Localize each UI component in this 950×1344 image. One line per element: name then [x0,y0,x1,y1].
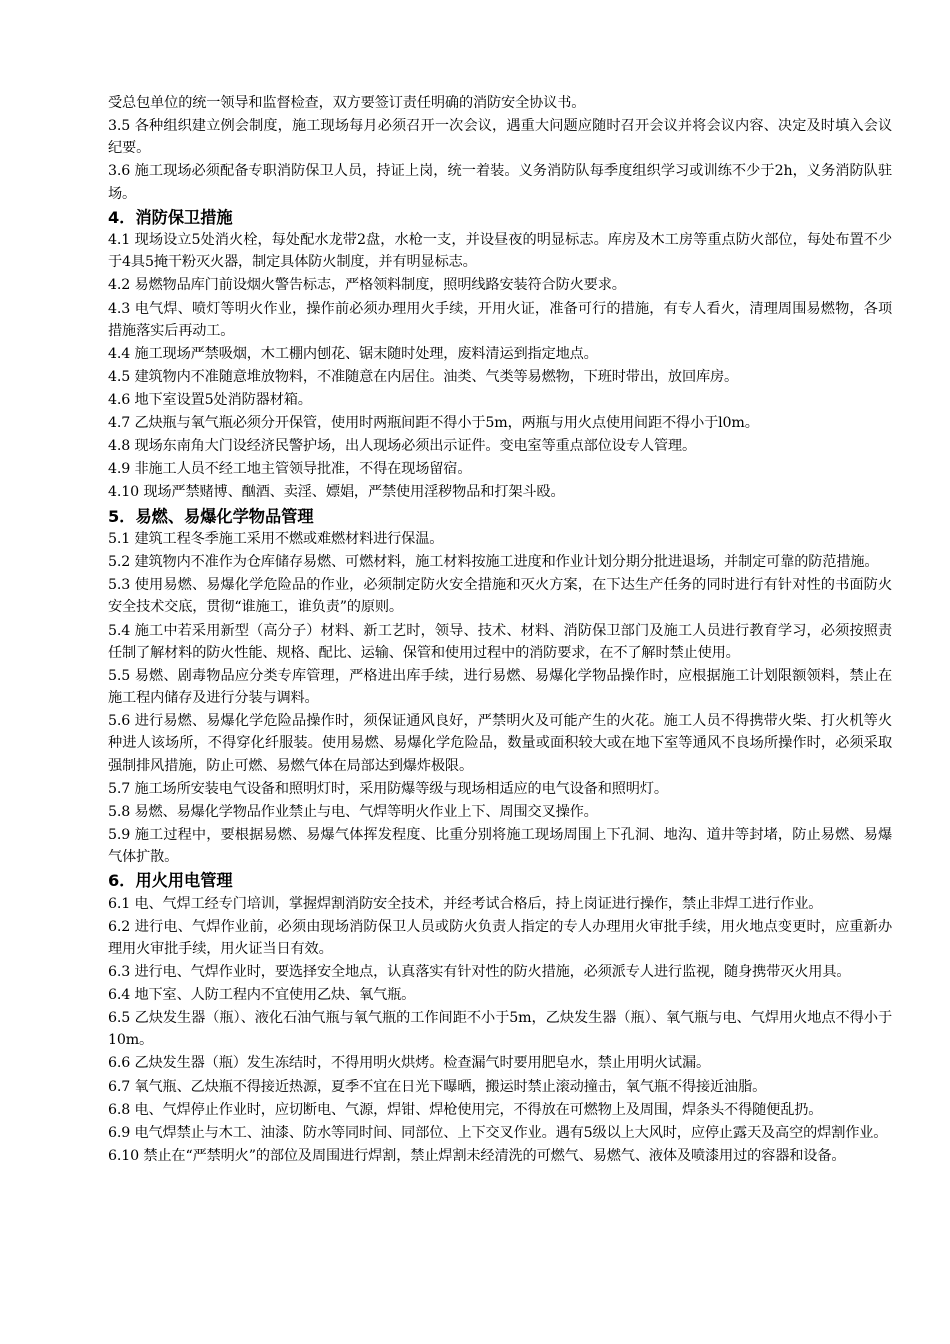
paragraph: 4.10 现场严禁赌博、酗酒、卖淫、嫖娼，严禁使用淫秽物品和打架斗殴。 [108,484,565,501]
paragraph: 4.9 非施工人员不经工地主管领导批准，不得在现场留宿。 [108,461,472,478]
section-heading: 5．易燃、易爆化学物品管理 [108,506,314,526]
section-heading: 6．用火用电管理 [108,871,233,891]
paragraph: 3.5 各种组织建立例会制度，施工现场每月必须召开一次会议，遇重大问题应随时召开会议并将会议内容、决定及时填入会议纪要。 [108,118,892,157]
paragraph: 5.4 施工中若采用新型（高分子）材料、新工艺时，领导、技术、材料、消防保卫部门及施工人员进行教育学习，必须按照责任制了解材料的防火性能、规格、配比、运输、保管和使用过程中的消防要求，在不了解时禁止使用。 [108,622,892,661]
paragraph: 6.2 进行电、气焊作业前，必须由现场消防保卫人员或防火负责人指定的专人办理用火审批手续，用火地点变更时，应重新办理用火审批手续，用火证当日有效。 [108,918,892,957]
paragraph: 5.1 建筑工程冬季施工采用不燃或难燃材料进行保温。 [108,531,444,548]
paragraph: 4.6 地下室设置5处消防器材箱。 [108,392,312,409]
paragraph: 4.8 现场东南角大门设经济民警护场，出人现场必须出示证件。变电室等重点部位设专人管理。 [108,438,696,455]
paragraph: 6.1 电、气焊工经专门培训，掌握焊割消防安全技术，并经考试合格后，持上岗证进行操作，禁止非焊工进行作业。 [108,895,823,912]
paragraph: 4.7 乙炔瓶与氧气瓶必须分开保管，使用时两瓶间距不得小于5m，两瓶与用火点使用间距不得小于l0m。 [108,415,759,432]
paragraph: 6.4 地下室、人防工程内不宜使用乙炔、氧气瓶。 [108,987,416,1004]
section-heading: 4．消防保卫措施 [108,207,233,227]
paragraph: 4.4 施工现场严禁吸烟，木工棚内刨花、锯末随时处理，废料清运到指定地点。 [108,345,598,362]
paragraph: 3.6 施工现场必须配备专职消防保卫人员，持证上岗，统一着装。义务消防队每季度组织学习或训练不少于2h，义务消防队驻场。 [108,163,892,202]
paragraph: 5.5 易燃、剧毒物品应分类专库管理，严格进出库手续，进行易燃、易爆化学物品操作时，应根据施工计划限额领料，禁止在施工程内储存及进行分装与调料。 [108,667,892,707]
paragraph: 4.3 电气焊、喷灯等明火作业，操作前必须办理用火手续，开用火证，准备可行的措施，有专人看火，清理周围易燃物，各项措施落实后再动工。 [108,300,892,339]
paragraph: 受总包单位的统一领导和监督检查，双方要签订责任明确的消防安全协议书。 [108,95,586,111]
paragraph: 5.8 易燃、易爆化学物品作业禁止与电、气焊等明火作业上下、周围交叉操作。 [108,803,598,820]
paragraph: 6.6 乙炔发生器（瓶）发生冻结时，不得用明火烘烤。检查漏气时要用肥皂水，禁止用明火试漏。 [108,1055,711,1072]
paragraph: 5.7 施工场所安装电气设备和照明灯时，采用防爆等级与现场相适应的电气设备和照明灯。 [108,780,668,797]
paragraph: 5.3 使用易燃、易爆化学危险品的作业，必须制定防火安全措施和灭火方案，在下达生产任务的同时进行有针对性的书面防火安全技术交底，贯彻“谁施工，谁负责”的原则。 [108,577,892,616]
paragraph: 5.2 建筑物内不准作为仓库储存易燃、可燃材料，施工材料按施工进度和作业计划分期分批进退场，并制定可靠的防范措施。 [108,554,879,571]
paragraph: 6.3 进行电、气焊作业时，要选择安全地点，认真落实有针对性的防火措施，必须派专人进行监视，随身携带灭火用具。 [108,963,851,980]
paragraph: 5.6 进行易燃、易爆化学危险品操作时，须保证通风良好，严禁明火及可能产生的火花。施工人员不得携带火柴、打火机等火种进人该场所，不得穿化纤服装。使用易燃、易爆化学危险品，数量或面积较大或在地下室等通风不良场所操作时，必须采取强制排风措施，防止可燃、易燃气体在局部达到爆炸极限。 [108,713,892,774]
paragraph: 6.8 电、气焊停止作业时，应切断电、气源，焊钳、焊枪使用完，不得放在可燃物上及周围，焊条头不得随便乱扔。 [108,1101,823,1118]
paragraph: 6.7 氧气瓶、乙炔瓶不得接近热源，夏季不宜在日光下曝晒，搬运时禁止滚动撞击，氧气瓶不得接近油脂。 [108,1078,767,1095]
paragraph: 6.10 禁止在“严禁明火”的部位及周围进行焊割，禁止焊割未经清洗的可燃气、易燃气、液体及喷漆用过的容器和设备。 [108,1147,846,1164]
paragraph: 6.5 乙炔发生器（瓶）、液化石油气瓶与氧气瓶的工作间距不小于5m，乙炔发生器（瓶）、氧气瓶与电、气焊用火地点不得小于10m。 [108,1010,892,1049]
paragraph: 4.2 易燃物品库门前设烟火警告标志，严格领料制度，照明线路安装符合防火要求。 [108,277,626,294]
paragraph: 5.9 施工过程中，要根据易燃、易爆气体挥发程度、比重分别将施工现场周围上下孔洞、地沟、道井等封堵，防止易燃、易爆气体扩散。 [108,826,892,865]
paragraph: 6.9 电气焊禁止与木工、油漆、防水等同时间、同部位、上下交叉作业。遇有5级以上大风时，应停止露天及高空的焊割作业。 [108,1124,888,1141]
paragraph: 4.1 现场设立5处消火栓，每处配水龙带2盘，水枪一支，并设昼夜的明显标志。库房及木工房等重点防火部位，每处布置不少于4具5掩干粉灭火器，制定具体防火制度，并有明显标志。 [108,232,892,271]
document-page [108,92,892,1168]
paragraph: 4.5 建筑物内不准随意堆放物料，不准随意在内居住。油类、气类等易燃物，下班时带出，放回库房。 [108,368,739,385]
